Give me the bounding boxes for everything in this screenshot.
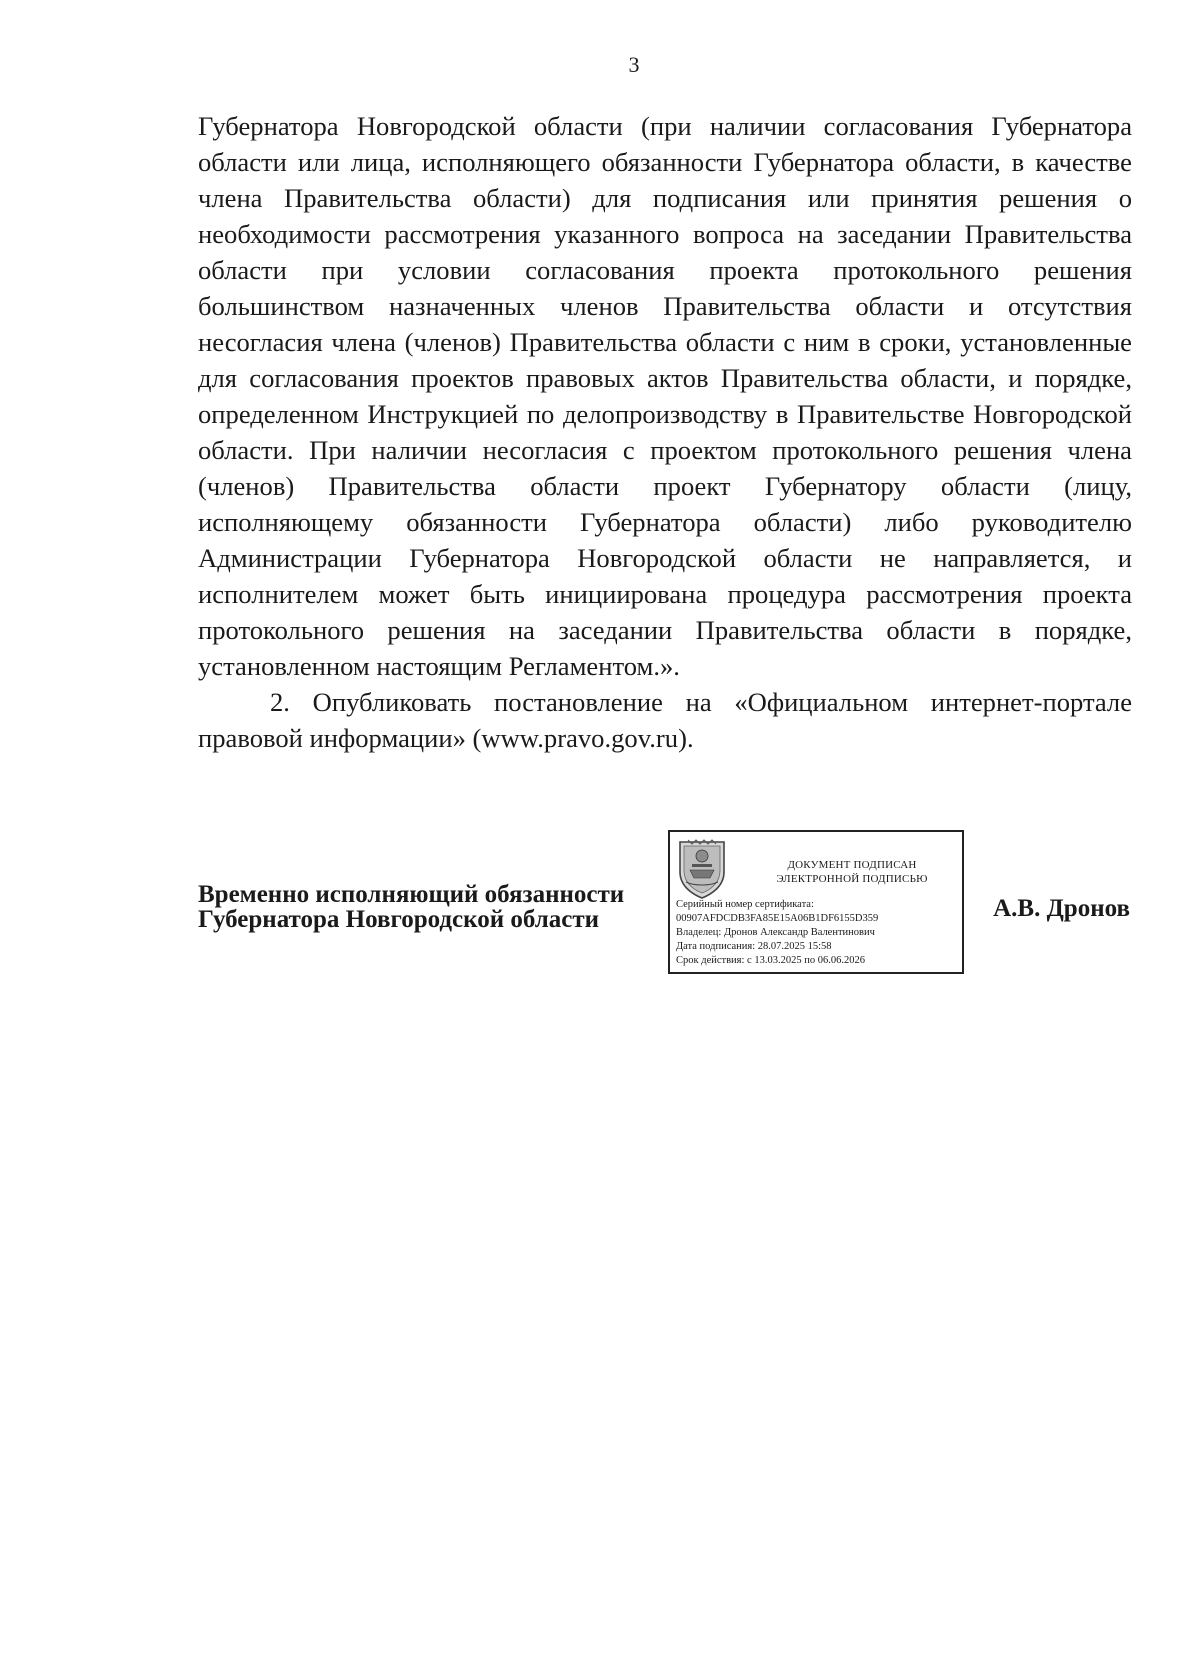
paragraph-publish: 2. Опубликовать постановление на «Официальном интернет-портале правовой информации» (www.pravo.gov.ru).: [198, 687, 1132, 753]
electronic-signature-stamp: [668, 830, 964, 974]
stamp-owner: Владелец: Дронов Александр Валентинович: [676, 927, 875, 938]
stamp-heading-line1: ДОКУМЕНТ ПОДПИСАН: [787, 859, 917, 871]
signer-title-line1: Временно исполняющий обязанности: [198, 881, 625, 908]
stamp-validity: Срок действия: с 13.03.2025 по 06.06.2026: [676, 955, 865, 966]
stamp-serial-value: 00907AFDCDB3FA85E15A06B1DF6155D359: [676, 913, 879, 924]
signer-name: А.В. Дронов: [993, 895, 1130, 922]
signer-title: [198, 882, 624, 932]
paragraph-continuation: Губернатора Новгородской области (при наличии согласования Губернатора области или лица, исполняющего обязанности Губернатора области, в качестве члена Правительства области) для подписания или принятия решения о необходимости рассмотрения указанного вопроса на заседании Правительства области при условии согласования проекта протокольного решения большинством назначенных членов Правительства области и отсутствия несогласия члена (членов) Правительства области с ним в сроки, установленные для согласования проектов правовых актов Правительства области, и порядке, определенном Инструкцией по делопроизводству в Правительстве Новгородской области. При наличии несогласия с проектом протокольного решения члена (членов) Правительства области проект Губернатору области (лицу, исполняющему обязанности Губернатора области) либо руководителю Администрации Губернатора Новгородской области не направляется, и исполнителем может быть инициирована процедура рассмотрения проекта протокольного решения на заседании Правительства области в порядке, установленном настоящим Регламентом.».: [198, 111, 1132, 681]
stamp-serial-label: Серийный номер сертификата:: [676, 899, 814, 910]
stamp-details: [676, 898, 878, 968]
signer-title-line2: Губернатора Новгородской области: [198, 906, 600, 933]
stamp-heading: [742, 858, 962, 886]
document-body: [198, 108, 1132, 756]
page-number: 3: [628, 52, 640, 77]
stamp-signed-date: Дата подписания: 28.07.2025 15:58: [676, 941, 832, 952]
signature-block: [198, 830, 1132, 990]
coat-of-arms-icon: [676, 838, 728, 900]
stamp-heading-line2: ЭЛЕКТРОННОЙ ПОДПИСЬЮ: [776, 873, 928, 885]
